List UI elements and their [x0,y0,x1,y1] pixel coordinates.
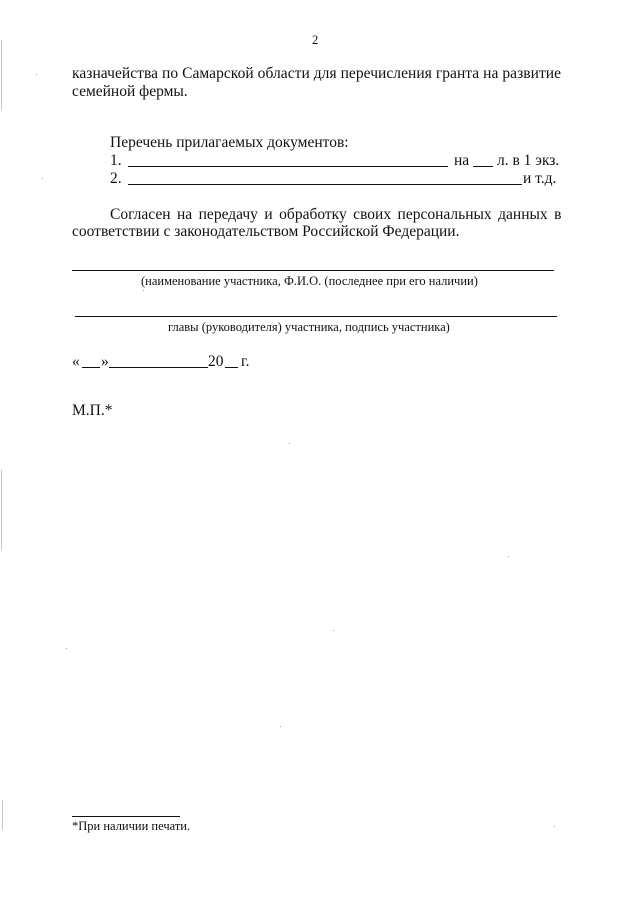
attachment-item-2-tail: и т.д. [523,170,557,187]
date-suffix: г. [241,353,250,370]
attachment-item-1-blank [128,166,448,167]
scan-speck [280,726,281,727]
stamp-label: М.П.* [72,402,113,419]
scan-edge-mark [1,40,2,110]
scan-speck [508,556,509,557]
date-year-blank [225,367,238,368]
date-month-blank [109,367,208,368]
attachment-item-2-number: 2. [110,170,122,187]
date-open-quote: « [72,353,80,370]
attachment-item-1-pages-blank [473,166,493,167]
attachment-item-1-na: на [454,152,470,169]
page-number: 2 [312,33,319,47]
scan-speck [36,74,37,75]
intro-line-1: казначейства по Самарской области для перечисления гранта на развитие [72,65,562,82]
scan-speck [554,826,555,827]
date-year-prefix: 20 [208,353,224,370]
attachment-item-1-number: 1. [110,152,122,169]
participant-name-line [72,270,554,271]
footnote-separator [72,816,180,817]
scan-speck [66,648,67,649]
scan-edge-mark [1,470,2,550]
consent-line-2: соответствии с законодательством Российской Федерации. [72,223,460,240]
attachment-item-2-blank [128,184,522,185]
attachment-item-1-tail: л. в 1 экз. [497,152,560,169]
consent-line-1: Согласен на передачу и обработку своих персональных данных в [110,206,562,223]
participant-name-caption: (наименование участника, Ф.И.О. (последнее при его наличии) [141,274,478,288]
scan-speck [42,178,43,179]
scan-speck [333,630,334,631]
head-signature-caption: главы (руководителя) участника, подпись участника) [168,320,450,334]
scan-edge-mark [2,800,3,830]
scan-speck [143,290,144,291]
attachments-heading: Перечень прилагаемых документов: [110,134,349,151]
date-day-blank [82,367,100,368]
footnote-text: *При наличии печати. [72,819,191,833]
head-signature-line [75,316,557,317]
date-close-quote: » [101,353,109,370]
scan-speck [289,443,290,444]
intro-line-2: семейной фермы. [72,83,188,100]
